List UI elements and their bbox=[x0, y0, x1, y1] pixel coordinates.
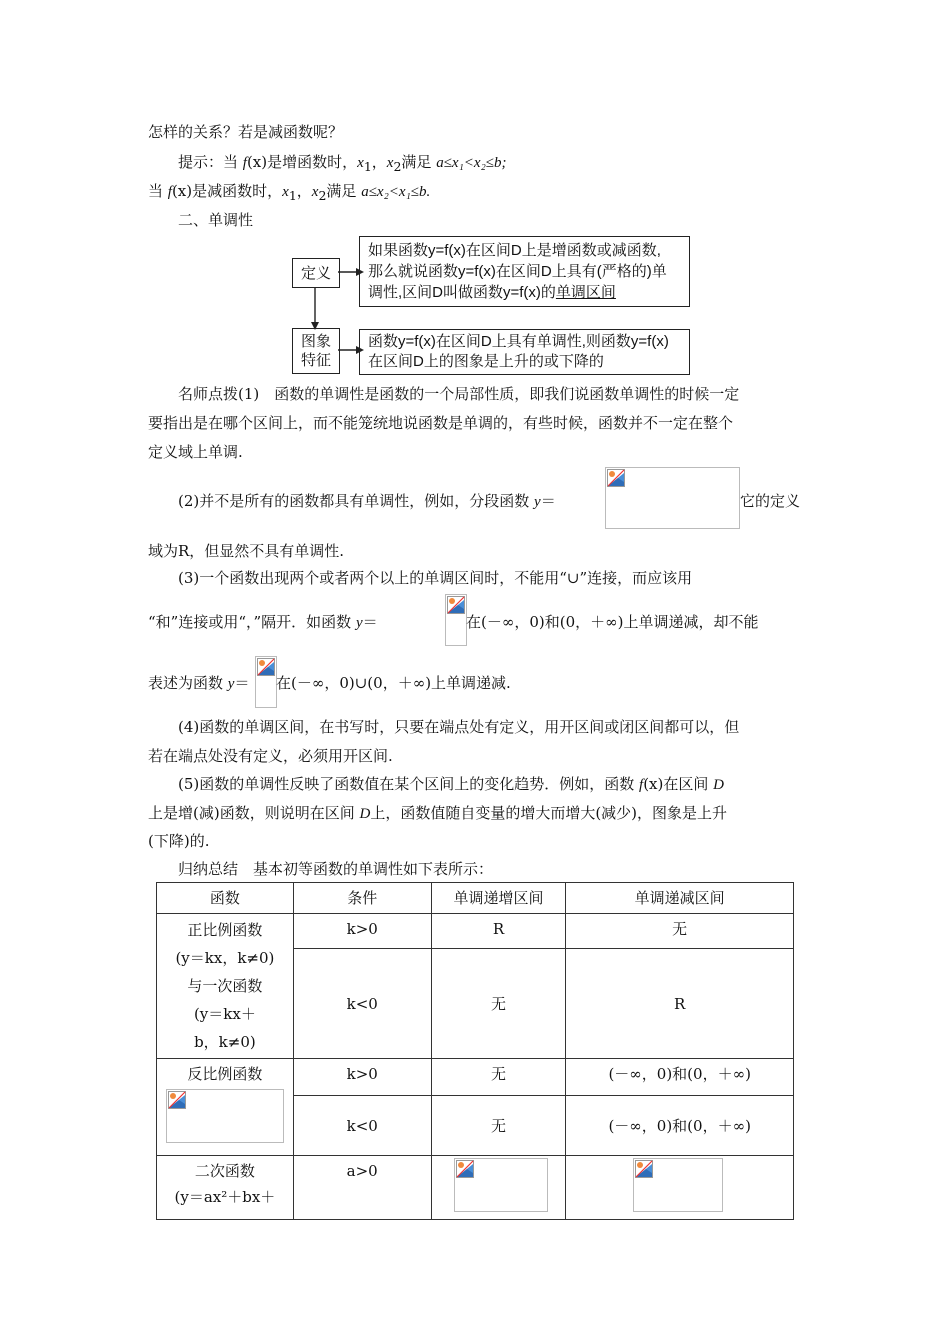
dec-cell: 无 bbox=[566, 914, 794, 949]
note1-line1: 名师点拨(1) 函数的单调性是函数的一个局部性质，即我们说函数单调性的时候一定 bbox=[178, 385, 740, 403]
inc-cell bbox=[431, 1156, 566, 1220]
note3-line3-text: 表述为函数 bbox=[148, 674, 228, 692]
broken-image-icon bbox=[447, 596, 465, 614]
note3-line2 bbox=[148, 611, 378, 632]
graph-feature-line1: 图象 bbox=[300, 332, 331, 350]
hint-decreasing bbox=[148, 180, 430, 203]
cond-cell: a>0 bbox=[293, 1156, 431, 1220]
x-arg: (x) bbox=[246, 153, 268, 171]
equals: ＝ bbox=[540, 492, 556, 510]
linear-name-1: 正比例函数 bbox=[187, 921, 263, 939]
definition-line3 bbox=[368, 282, 681, 303]
broken-image-icon bbox=[257, 658, 275, 676]
x1-symbol: x bbox=[357, 155, 364, 171]
f-symbol: f bbox=[167, 184, 172, 200]
definition-line2: 那么就说函数y=f(x)在区间D上具有(严格的)单 bbox=[368, 263, 667, 280]
note2-tail: 它的定义 bbox=[740, 492, 801, 510]
monotonicity-table bbox=[156, 882, 794, 1220]
quadratic-dec-image bbox=[633, 1158, 723, 1212]
note5-text-b: 在区间 bbox=[663, 775, 714, 793]
definition-label: 定义 bbox=[292, 258, 340, 288]
quadratic-name-1: 二次函数 bbox=[194, 1162, 255, 1180]
linear-name-2: (y＝kx，k≠0) bbox=[175, 949, 275, 967]
inverse-function-cell bbox=[157, 1059, 294, 1156]
note2-line2: 域为R，但显然不具有单调性. bbox=[148, 542, 345, 560]
quadratic-function-cell bbox=[157, 1156, 294, 1220]
linear-name-4: (y＝kx＋ bbox=[193, 1005, 256, 1023]
note5-line2: 上是增(减)函数，则说明在区间 D上，函数值随自变量的增大而增大(减少)，图象是上升 bbox=[148, 804, 728, 822]
header-increasing: 单调递增区间 bbox=[431, 883, 566, 914]
comma: ， bbox=[371, 153, 387, 171]
note3-text: “和”连接或用“，”隔开．如函数 bbox=[148, 613, 356, 631]
hint-increasing bbox=[178, 151, 507, 174]
hint1-condition: a≤x₁<x₂≤b; bbox=[436, 155, 507, 171]
equals: ＝ bbox=[234, 674, 250, 692]
x1-symbol: x bbox=[282, 184, 289, 200]
graph-feature-text2: 在区间D上的图象是上升的或下降的 bbox=[368, 353, 604, 370]
x-arg: (x) bbox=[171, 182, 193, 200]
note3-line2-tail: 在(－∞，0)和(0，＋∞)上单调递减，却不能 bbox=[466, 613, 759, 631]
dec-cell: (－∞，0)和(0，＋∞) bbox=[566, 1096, 794, 1156]
broken-image-icon bbox=[168, 1091, 186, 1109]
f-symbol: f bbox=[242, 155, 247, 171]
note2-line1 bbox=[178, 490, 556, 511]
x2-sub: 2 bbox=[393, 159, 402, 174]
hint2-condition: a≤x₂<x₁≤b. bbox=[361, 184, 431, 200]
graph-feature-line2: 特征 bbox=[300, 351, 331, 369]
note4-line1: (4)函数的单调区间，在书写时，只要在端点处有定义，用开区间或闭区间都可以，但 bbox=[178, 718, 740, 736]
x1-sub: 1 bbox=[288, 188, 297, 203]
dec-cell bbox=[566, 1156, 794, 1220]
quadratic-name-2: (y＝ax²＋bx＋ bbox=[174, 1188, 276, 1206]
x2-symbol: x bbox=[386, 155, 394, 171]
equals: ＝ bbox=[362, 613, 378, 631]
table-row bbox=[157, 1059, 794, 1096]
cond-prefix: 满足 bbox=[326, 182, 362, 200]
hint2-prefix: 当 bbox=[148, 182, 168, 200]
graph-feature-box bbox=[359, 329, 690, 375]
x1-sub: 1 bbox=[363, 159, 372, 174]
inc-cell: 无 bbox=[431, 1059, 566, 1096]
inc-cell: R bbox=[431, 914, 566, 949]
inverse-formula-image bbox=[166, 1089, 284, 1143]
cond-cell: k>0 bbox=[293, 914, 431, 949]
note4-line2: 若在端点处没有定义，必须用开区间. bbox=[148, 747, 393, 765]
note5-line2-tail: 上，函数值随自变量的增大而增大(减少)，图象是上升 bbox=[370, 804, 728, 822]
table-header-row bbox=[157, 883, 794, 914]
y-symbol: y bbox=[355, 615, 363, 631]
intro-question: 怎样的关系？若是减函数呢？ bbox=[148, 123, 344, 141]
summary-heading: 归纳总结 基本初等函数的单调性如下表所示： bbox=[178, 860, 494, 878]
dec-cell: (－∞，0)和(0，＋∞) bbox=[566, 1059, 794, 1096]
inverse-function-image bbox=[445, 594, 467, 646]
note1-line3: 定义域上单调. bbox=[148, 443, 243, 461]
cond-cell: k<0 bbox=[293, 949, 431, 1059]
y-symbol: y bbox=[227, 676, 235, 692]
hint-mid: 是增函数时， bbox=[267, 153, 358, 171]
graph-feature-text1: 函数y=f(x)在区间D上具有单调性,则函数y=f(x) bbox=[368, 333, 669, 350]
hint2-mid: 是减函数时， bbox=[192, 182, 283, 200]
linear-function-cell bbox=[157, 914, 294, 1059]
monotonic-interval-term: 单调区间 bbox=[555, 284, 616, 301]
note5-text: (5)函数的单调性反映了函数值在某个区间上的变化趋势．例如，函数 bbox=[178, 775, 640, 793]
table-row bbox=[157, 914, 794, 949]
note2-text: (2)并不是所有的函数都具有单调性，例如，分段函数 bbox=[178, 492, 535, 510]
header-condition: 条件 bbox=[293, 883, 431, 914]
broken-image-icon bbox=[635, 1160, 653, 1178]
note5-line3: (下降)的. bbox=[148, 832, 210, 850]
cond-prefix: 满足 bbox=[401, 153, 437, 171]
hint-prefix: 提示：当 bbox=[178, 153, 243, 171]
broken-image-icon bbox=[607, 469, 625, 487]
header-function: 函数 bbox=[157, 883, 294, 914]
dec-cell: R bbox=[566, 949, 794, 1059]
cond-cell: k>0 bbox=[293, 1059, 431, 1096]
inc-cell: 无 bbox=[431, 949, 566, 1059]
comma: ， bbox=[296, 182, 312, 200]
definition-line3-text: 调性,区间D叫做函数y=f(x)的 bbox=[368, 284, 556, 301]
note3-line3-tail: 在(－∞，0)∪(0，＋∞)上单调递减. bbox=[276, 674, 511, 692]
x2-symbol: x bbox=[311, 184, 319, 200]
linear-name-3: 与一次函数 bbox=[187, 977, 263, 995]
definition-line1: 如果函数y=f(x)在区间D上是增函数或减函数, bbox=[368, 242, 661, 259]
f-symbol: f bbox=[639, 777, 644, 793]
header-decreasing: 单调递减区间 bbox=[566, 883, 794, 914]
definition-box bbox=[359, 236, 690, 307]
note3-line1: (3)一个函数出现两个或者两个以上的单调区间时，不能用“∪”连接，而应该用 bbox=[178, 569, 693, 587]
y-symbol: y bbox=[534, 494, 541, 510]
broken-image-icon bbox=[456, 1160, 474, 1178]
note3-line3 bbox=[148, 672, 249, 693]
inverse-name: 反比例函数 bbox=[187, 1065, 263, 1083]
x-arg: (x) bbox=[643, 775, 664, 793]
note5-line2-text: 上是增(减)函数，则说明在区间 bbox=[148, 804, 360, 822]
linear-name-5: b，k≠0) bbox=[194, 1033, 256, 1051]
cond-cell: k<0 bbox=[293, 1096, 431, 1156]
quadratic-inc-image bbox=[454, 1158, 548, 1212]
inverse-function-image-2 bbox=[255, 656, 277, 708]
section-heading: 二、单调性 bbox=[178, 211, 254, 229]
inc-cell: 无 bbox=[431, 1096, 566, 1156]
x2-sub: 2 bbox=[318, 188, 327, 203]
diagram-arrows bbox=[290, 240, 370, 380]
table-row bbox=[157, 1156, 794, 1220]
note1-line2: 要指出是在哪个区间上，而不能笼统地说函数是单调的，有些时候，函数并不一定在整个 bbox=[148, 414, 734, 432]
note5-line1: (5)函数的单调性反映了函数值在某个区间上的变化趋势．例如，函数 f(x)在区间 D bbox=[178, 775, 724, 793]
piecewise-formula-image bbox=[605, 467, 740, 529]
